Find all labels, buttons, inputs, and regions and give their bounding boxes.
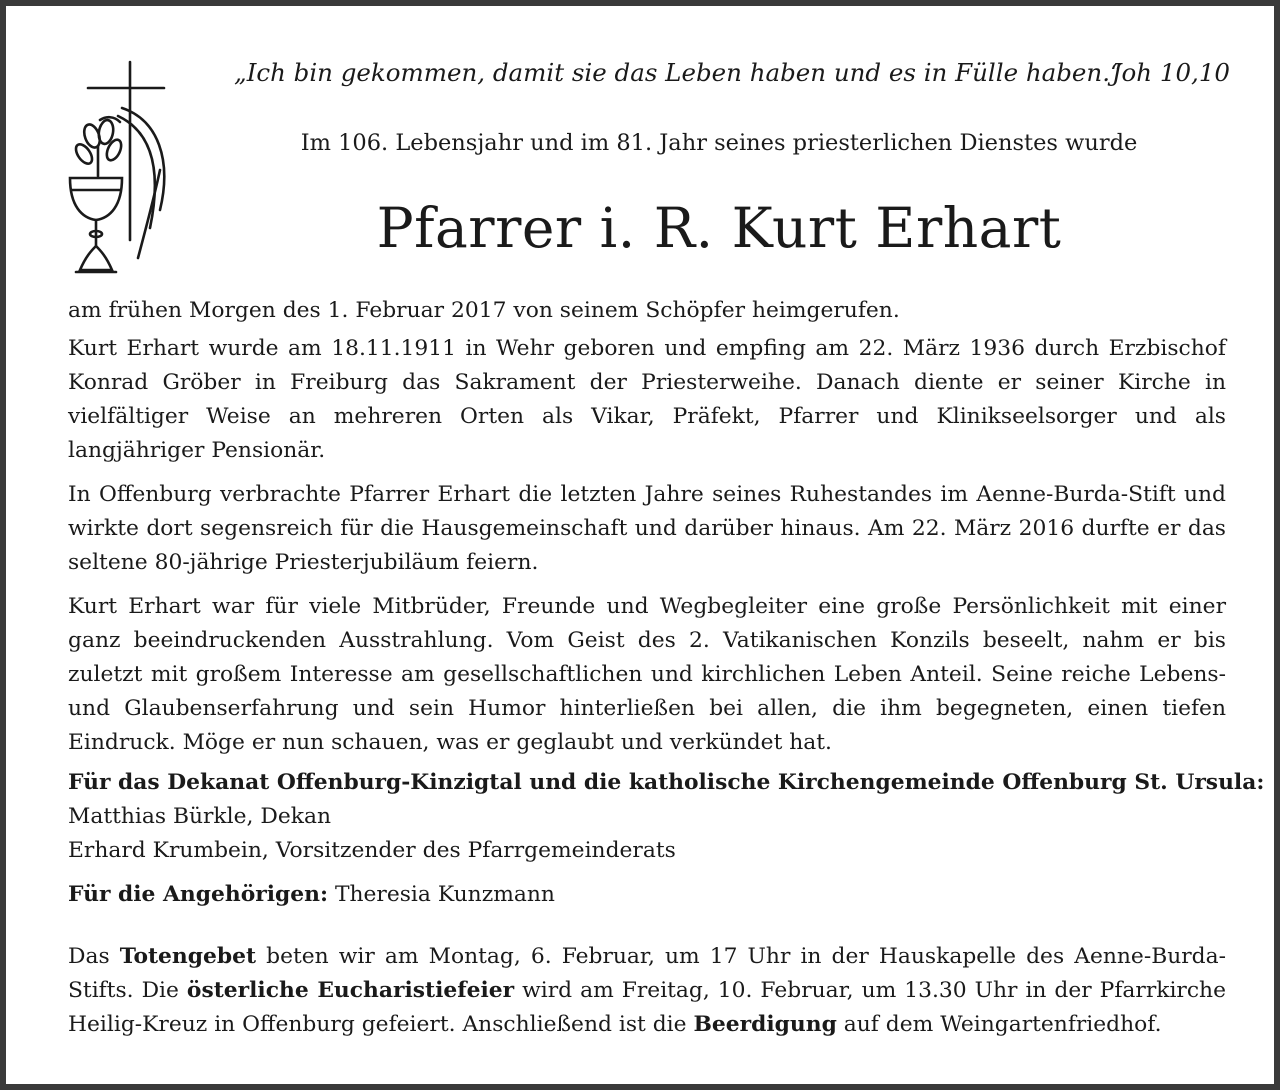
service-text: Das xyxy=(68,944,120,969)
paragraph: Kurt Erhart war für viele Mitbrüder, Freunde und Wegbegleiter eine große Persönlichkeit mit einer ganz beeindruckenden Ausstrahlung. Vom Geist des 2. Vatikanischen Konzils beseelt, nahm er bis zuletzt mit großem Interesse am gesellschaftlichen und kirchlichen Leben Anteil. Seine reiche Lebens- und Glaubenserfahrung und sein Humor hinterließen bei allen, die ihm begegneten, einen tiefen Eindruck. Möge er nun schauen, was er geglaubt und verkündet hat. xyxy=(68,594,1226,755)
intro-line: Im 106. Lebensjahr und im 81. Jahr seines priesterlichen Dienstes wurde xyxy=(300,130,1138,156)
signatures-block xyxy=(68,766,1265,912)
family-name: Theresia Kunzmann xyxy=(334,882,555,907)
quote-reference: Joh 10,10 xyxy=(1111,58,1230,87)
service-text: auf dem Weingartenfriedhof. xyxy=(836,1012,1162,1037)
paragraph: In Offenburg verbrachte Pfarrer Erhart die letzten Jahre seines Ruhestandes im Aenne-Burda-Stift und wirkte dort segensreich für die Hausgemeinschaft und darüber hinaus. Am 22. März 2016 durfte er das seltene 80-jährige Priesterjubiläum feiern. xyxy=(68,482,1226,575)
service-info xyxy=(68,940,1226,1042)
deceased-name: Pfarrer i. R. Kurt Erhart xyxy=(376,196,1062,260)
family-label: Für die Angehörigen: xyxy=(68,882,329,907)
obituary-body xyxy=(68,294,1226,770)
family-line xyxy=(68,878,1226,912)
burial-label: Beerdigung xyxy=(693,1012,837,1037)
service-text: beten wir am Montag, 6. Februar, um 17 Uhr in der Hauskapelle des Aenne-Burda-Stifts. Die xyxy=(68,944,1226,1003)
cross-chalice-wheat-icon xyxy=(62,58,182,280)
quote-text: „Ich bin gekommen, damit sie das Leben haben und es in Fülle haben.“ xyxy=(234,58,1123,87)
signatures-heading: Für das Dekanat Offenburg-Kinzigtal und die katholische Kirchengemeinde Offenburg St. Ursula: xyxy=(68,770,1265,795)
prayer-label: Totengebet xyxy=(119,944,257,969)
paragraph: Kurt Erhart wurde am 18.11.1911 in Wehr geboren und empfing am 22. März 1936 durch Erzbischof Konrad Gröber in Freiburg das Sakrament der Priesterweihe. Danach diente er seiner Kirche in vielfältiger Weise an mehreren Orten als Vikar, Präfekt, Pfarrer und Klinikseelsorger und als langjähriger Pensionär. xyxy=(68,336,1226,463)
signer: Erhard Krumbein, Vorsitzender des Pfarrgemeinderats xyxy=(68,838,676,863)
service-text: wird am Freitag, 10. Februar, um 13.30 Uhr in der Pfarrkirche Heilig-Kreuz in Offenburg gefeiert. Anschließend ist die xyxy=(68,978,1226,1037)
paragraph: am frühen Morgen des 1. Februar 2017 von seinem Schöpfer heimgerufen. xyxy=(68,298,900,323)
bible-quote xyxy=(234,58,1230,94)
mass-label: österliche Eucharistiefeier xyxy=(186,978,515,1003)
signer: Matthias Bürkle, Dekan xyxy=(68,804,331,829)
